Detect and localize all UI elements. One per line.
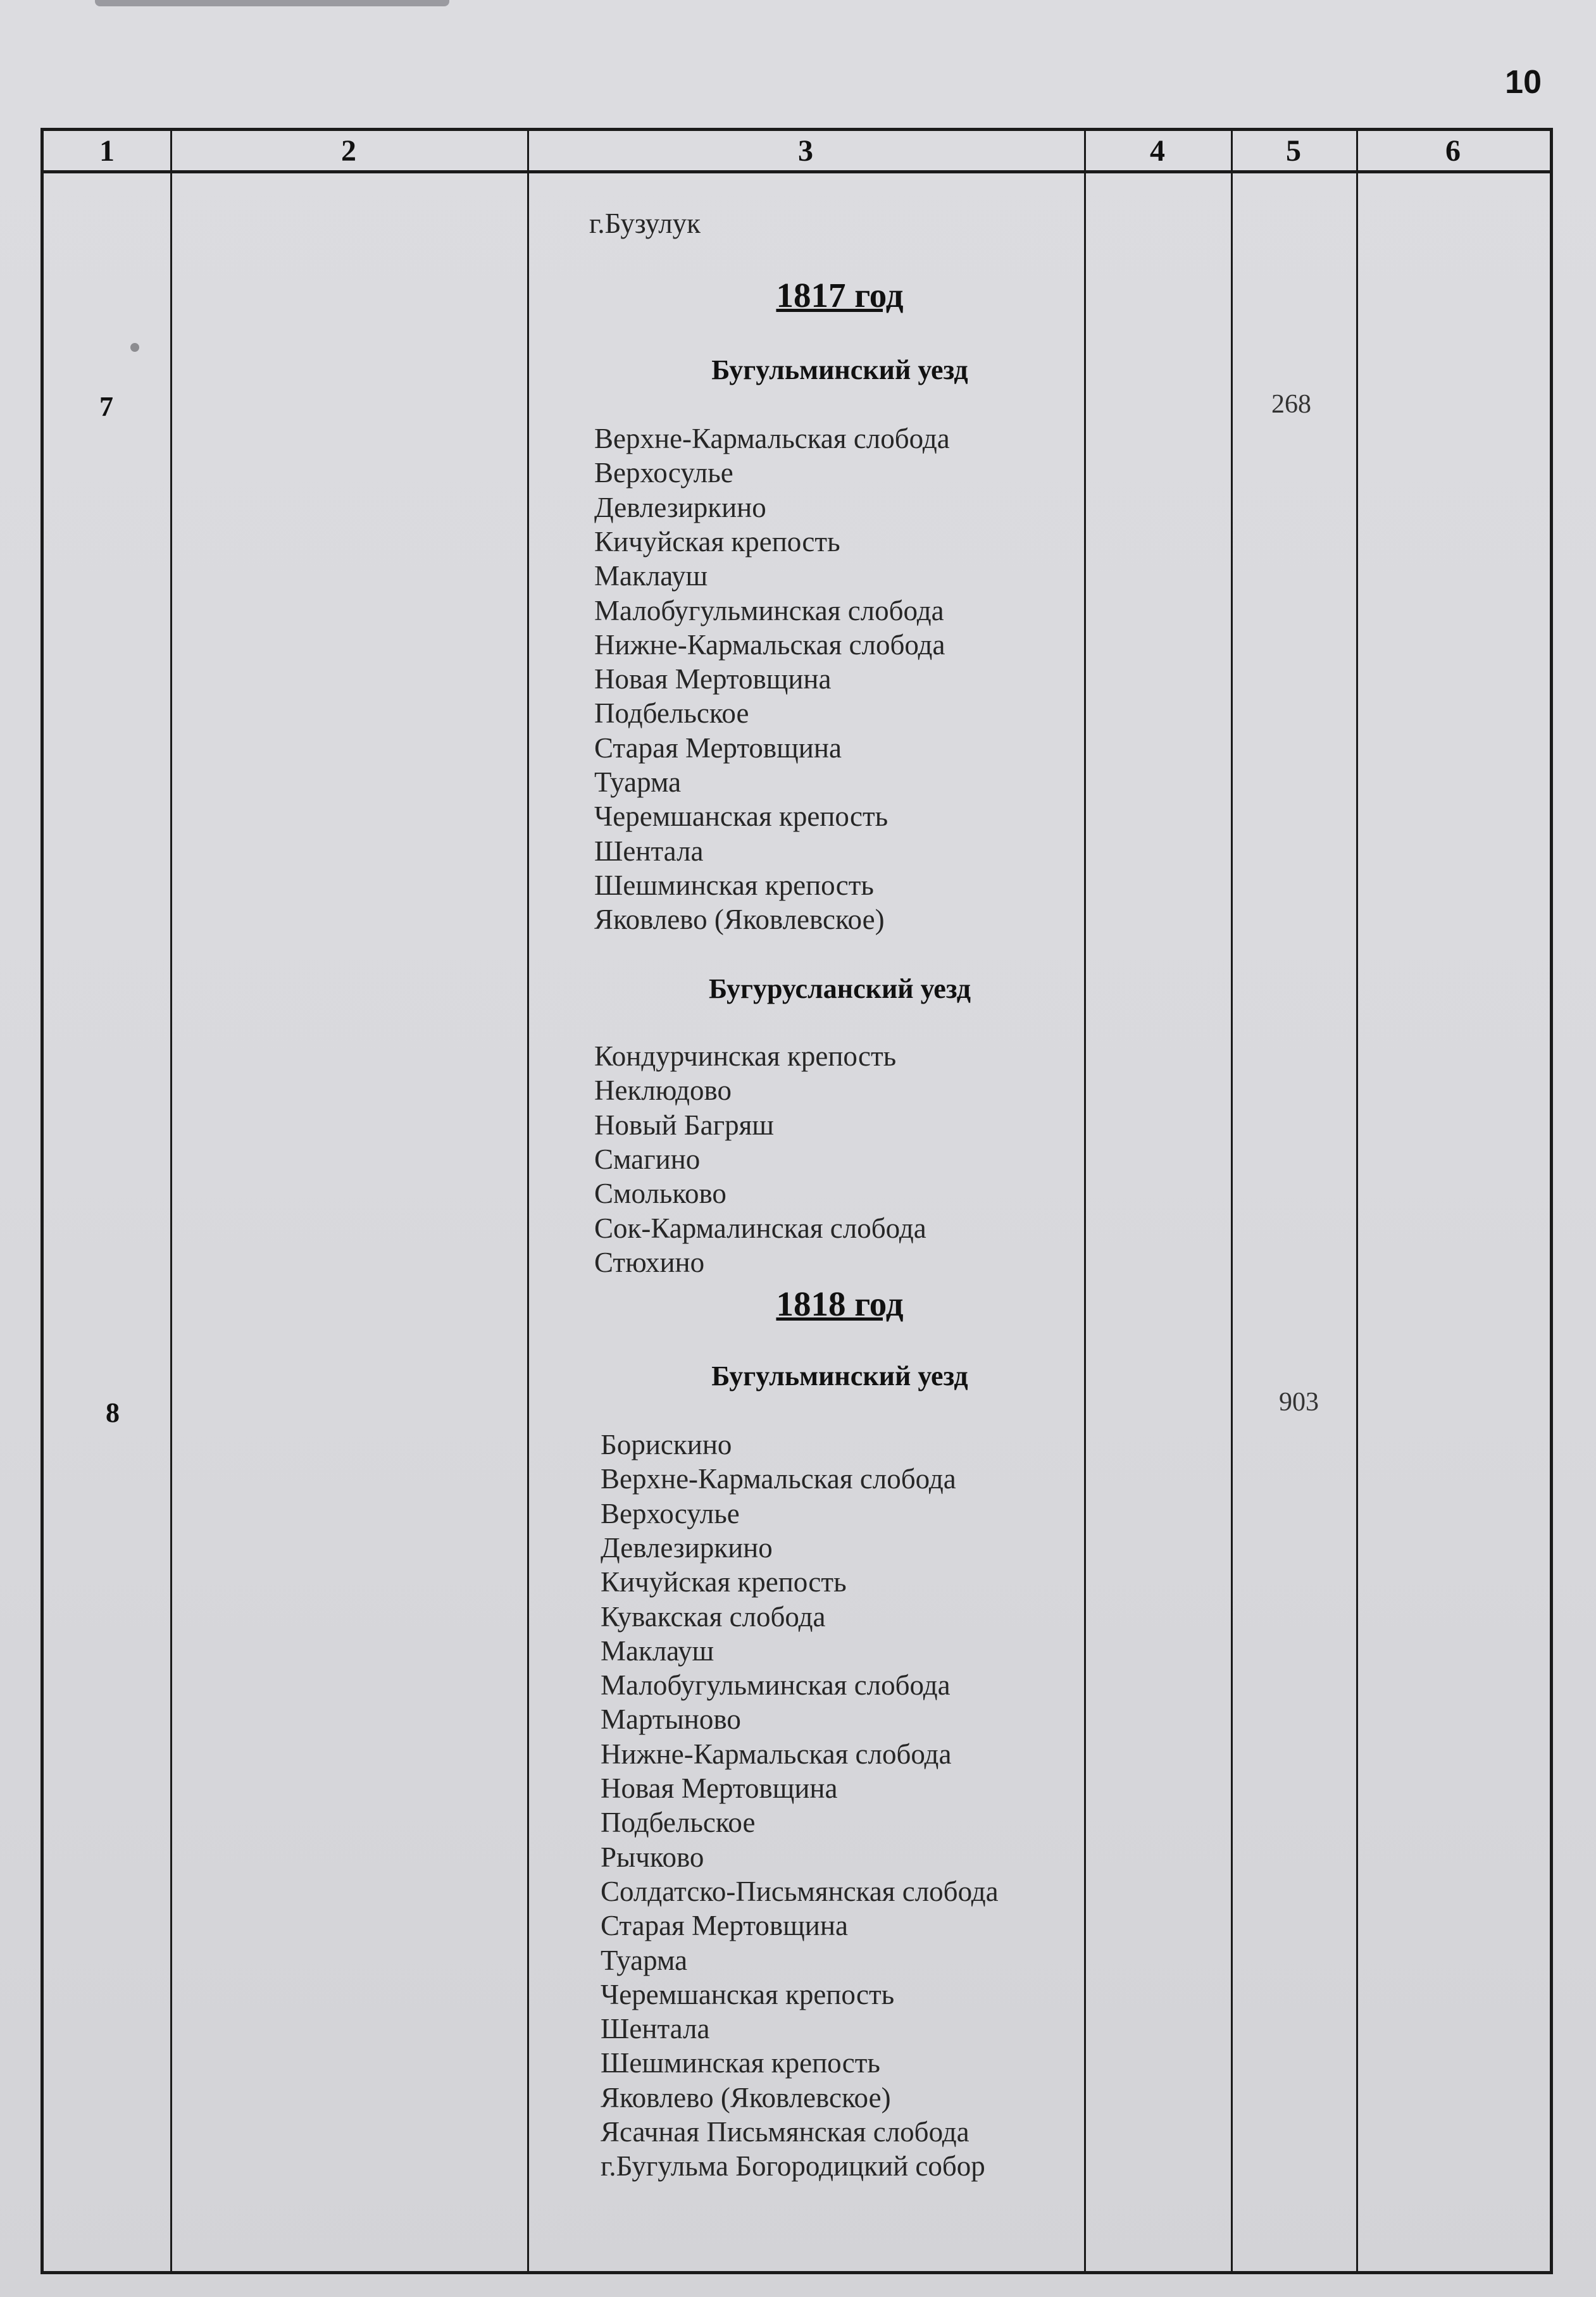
settlement-entry: Шешминская крепость — [601, 2047, 880, 2079]
settlement-entry: Малобугульминская слобода — [601, 1669, 951, 1702]
header-col-6: 6 — [1445, 134, 1461, 168]
record-count: 903 — [1279, 1388, 1319, 1417]
settlement-entry: Стюхино — [594, 1246, 705, 1278]
district-heading: Бугульминский уезд — [711, 354, 968, 385]
settlement-entry: Верхосулье — [601, 1497, 740, 1529]
settlement-entry: Старая Мертовщина — [594, 731, 842, 764]
settlement-entry: Верхне-Кармальская слобода — [601, 1463, 956, 1495]
row-number: 8 — [106, 1397, 120, 1428]
column-divider — [1356, 131, 1358, 2271]
settlement-entry: Маклауш — [594, 560, 708, 592]
column-divider — [527, 131, 529, 2271]
settlement-entry: Подбельское — [594, 697, 749, 730]
register-table — [41, 128, 1553, 2274]
settlement-entry: Черемшанская крепость — [601, 1978, 895, 2010]
row-number: 7 — [99, 391, 113, 422]
settlement-entry: Смольково — [594, 1178, 726, 1210]
settlement-entry: Новый Багряш — [594, 1109, 774, 1141]
column-divider — [170, 131, 172, 2271]
column-divider — [1231, 131, 1233, 2271]
settlement-entry: Новая Мертовщина — [601, 1772, 838, 1804]
year-heading: 1818 год — [776, 1285, 904, 1323]
settlement-entry: Девлезиркино — [594, 491, 766, 523]
settlement-entry: Маклауш — [601, 1634, 714, 1667]
settlement-entry: Шешминская крепость — [594, 869, 874, 901]
settlement-entry: Новая Мертовщина — [594, 663, 832, 695]
settlement-entry: Малобугульминская слобода — [594, 594, 944, 626]
settlement-entry: Солдатско-Письмянская слобода — [601, 1875, 999, 1907]
settlement-entry: Шентала — [601, 2013, 710, 2045]
settlement-entry: Шентала — [594, 835, 704, 867]
header-col-4: 4 — [1150, 134, 1165, 168]
settlement-entry: Старая Мертовщина — [601, 1910, 848, 1942]
settlement-entry: Кондурчинская крепость — [594, 1040, 897, 1072]
district-heading: Бугульминский уезд — [711, 1360, 968, 1391]
settlement-entry: Мартыново — [601, 1703, 741, 1736]
settlement-entry: Верхне-Кармальская слобода — [594, 423, 950, 454]
year-heading: 1817 год — [776, 276, 904, 314]
settlement-entry: Кичуйская крепость — [594, 525, 840, 557]
settlement-entry: Яковлево (Яковлевское) — [594, 904, 885, 936]
header-col-5: 5 — [1286, 134, 1301, 168]
settlement-entry: Нижне-Кармальская слобода — [594, 628, 945, 661]
settlement-entry: Сок-Кармалинская слобода — [594, 1212, 926, 1244]
table-header-row — [44, 131, 1550, 173]
settlement-entry: Кувакская слобода — [601, 1600, 826, 1633]
record-count: 268 — [1271, 390, 1311, 419]
header-col-2: 2 — [341, 134, 356, 168]
page-edge-shadow — [95, 0, 449, 6]
settlement-entry: Туарма — [601, 1944, 688, 1976]
district-heading: Бугурусланский уезд — [709, 973, 971, 1004]
settlement-entry: Ясачная Письмянская слобода — [601, 2116, 969, 2148]
settlement-entry: Девлезиркино — [601, 1531, 773, 1564]
header-col-3: 3 — [798, 134, 813, 168]
page-number: 10 — [1505, 64, 1542, 101]
settlement-entry: Борискино — [601, 1429, 732, 1460]
settlement-entry: Верхосулье — [594, 457, 733, 489]
settlement-entry: г.Бугульма Богородицкий собор — [601, 2150, 985, 2182]
settlement-entry: Неклюдово — [594, 1074, 732, 1107]
settlement-entry: Кичуйская крепость — [601, 1566, 847, 1598]
settlement-entry: Рычково — [601, 1841, 704, 1873]
settlement-entry: Смагино — [594, 1143, 701, 1175]
header-col-1: 1 — [99, 134, 115, 168]
settlement-entry: Черемшанская крепость — [594, 800, 888, 833]
settlement-entry: Туарма — [594, 766, 682, 798]
city-entry: г.Бузулук — [589, 208, 701, 239]
settlement-entry: Нижне-Кармальская слобода — [601, 1738, 952, 1770]
settlement-entry: Подбельское — [601, 1807, 756, 1839]
column-divider — [1084, 131, 1086, 2271]
settlement-entry: Яковлево (Яковлевское) — [601, 2081, 891, 2113]
